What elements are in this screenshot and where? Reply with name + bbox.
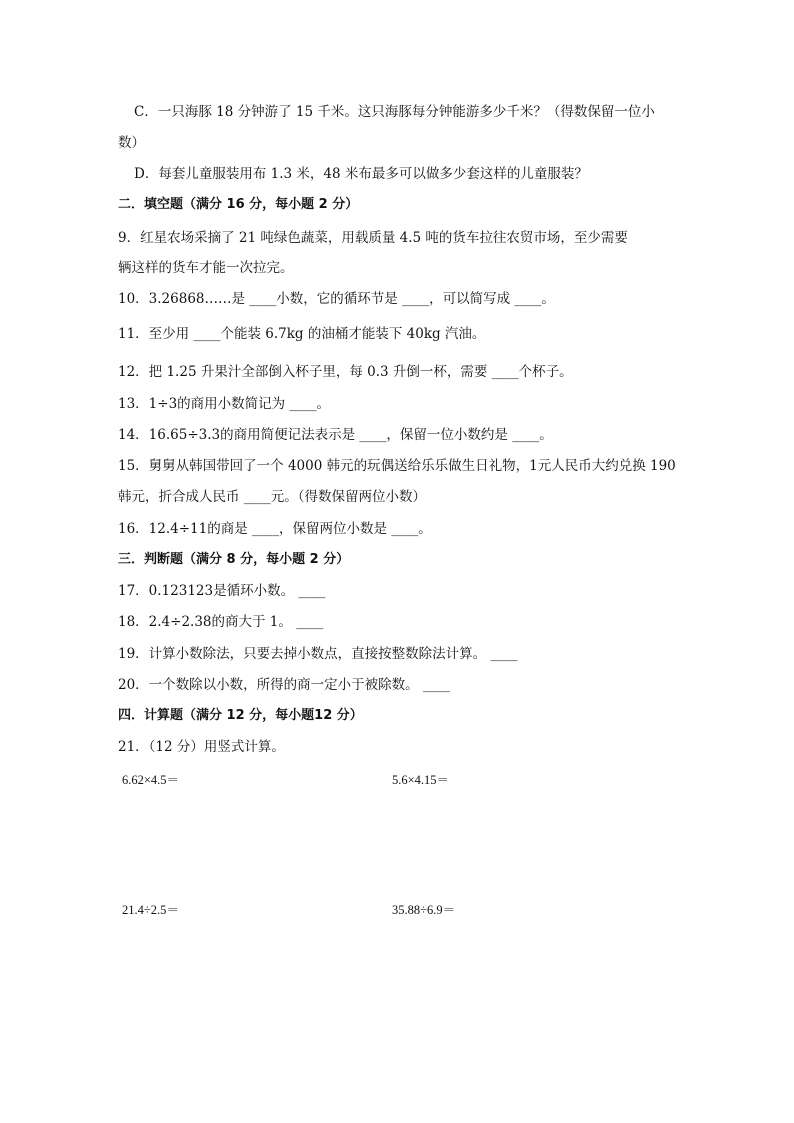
calc-expression-d: 35.88÷6.9＝ xyxy=(392,903,456,917)
calc-expression-c: 21.4÷2.5＝ xyxy=(122,903,179,917)
question-15-line1: 15．舅舅从韩国带回了一个 4000 韩元的玩偶送给乐乐做生日礼物，1元人民币大约兑换 190 xyxy=(118,458,676,474)
section-calculation-title: 四．计算题（满分 12 分，每小题12 分） xyxy=(118,708,363,723)
question-17: 17．0.123123是循环小数。 ____ xyxy=(118,583,326,599)
question-19: 19．计算小数除法，只要去掉小数点，直接按整数除法计算。 ____ xyxy=(118,646,518,662)
question-11: 11．至少用 ____个能装 6.7kg 的油桶才能装下 40kg 汽油。 xyxy=(118,326,486,342)
option-d: D．每套儿童服装用布 1.3 米，48 米布最多可以做多少套这样的儿童服装？ xyxy=(134,166,588,182)
question-15-line2: 韩元，折合成人民币 ____元。（得数保留两位小数） xyxy=(118,489,427,505)
calc-expression-a: 6.62×4.5＝ xyxy=(122,773,180,787)
question-16: 16．12.4÷11的商是 ____，保留两位小数是 ____。 xyxy=(118,521,432,537)
question-9-line2: 辆这样的货车才能一次拉完。 xyxy=(118,260,294,276)
question-14: 14．16.65÷3.3的商用简便记法表示是 ____，保留一位小数约是 ____。 xyxy=(118,427,553,443)
section-fill-blank-title: 二．填空题（满分 16 分，每小题 2 分） xyxy=(118,197,359,212)
question-20: 20．一个数除以小数，所得的商一定小于被除数。 ____ xyxy=(118,677,450,693)
option-c-line1: C．一只海豚 18 分钟游了 15 千米。这只海豚每分钟能游多少千米？（得数保留一位小 xyxy=(134,104,655,120)
calc-expression-b: 5.6×4.15＝ xyxy=(392,773,450,787)
question-10: 10．3.26868……是 ____小数，它的循环节是 ____，可以简写成 ____。 xyxy=(118,291,555,307)
question-18: 18．2.4÷2.38的商大于 1。 ____ xyxy=(118,614,324,630)
question-12: 12．把 1.25 升果汁全部倒入杯子里，每 0.3 升倒一杯，需要 ____个杯子。 xyxy=(118,364,573,380)
section-true-false-title: 三．判断题（满分 8 分，每小题 2 分） xyxy=(118,552,350,567)
question-13: 13．1÷3的商用小数简记为 ____。 xyxy=(118,396,330,412)
question-9-line1: 9．红星农场采摘了 21 吨绿色蔬菜，用载质量 4.5 吨的货车拉往农贸市场，至少需要 xyxy=(118,230,628,246)
question-21: 21．（12 分）用竖式计算。 xyxy=(118,739,285,755)
option-c-line2: 数） xyxy=(118,135,145,151)
